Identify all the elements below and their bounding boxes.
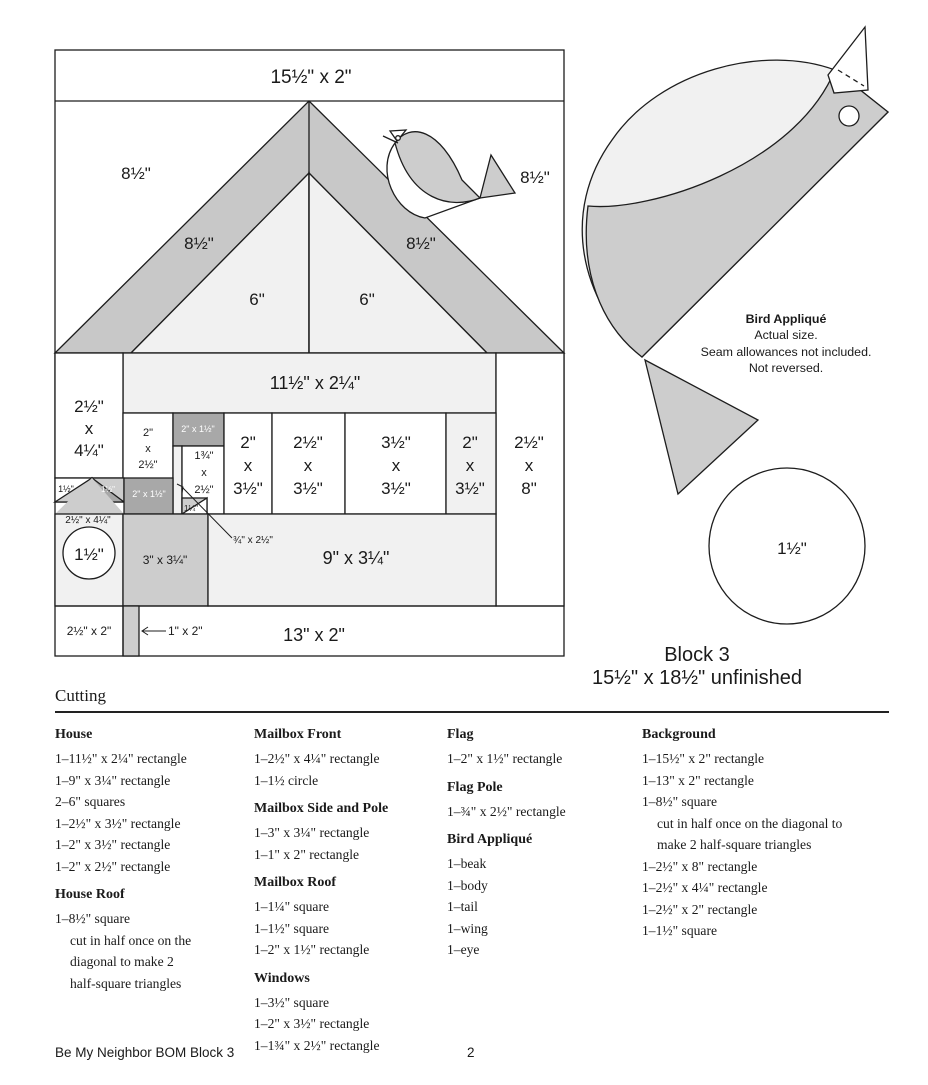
window-c-label-3: 3½" (233, 479, 263, 498)
mailbox-roof-small-label: 1¼" (184, 504, 198, 513)
window-d-label-3: 3½" (293, 479, 323, 498)
mailbox-roof-mid-label: 1½" (101, 485, 115, 494)
window-e-label-2: x (391, 456, 401, 475)
cutting-line: 2–6" squares (55, 794, 126, 809)
flag-label: 2" x 1½" (181, 424, 215, 434)
cutting-line: 1–tail (447, 899, 478, 914)
window-c-label-2: x (243, 456, 253, 475)
block-title (592, 644, 802, 690)
cutting-group-mailbox-roof (254, 875, 388, 961)
cutting-line: 1–3½" square (254, 994, 330, 1010)
roof-right-label: 8½" (406, 234, 436, 253)
window-e-label-1: 3½" (381, 433, 411, 452)
cutting-group-mailbox-side (254, 801, 388, 865)
bottom-band-label: 13" x 2" (283, 625, 345, 645)
cutting-column-4 (642, 727, 842, 952)
window-a-label-3: 2½" (138, 459, 158, 471)
cutting-line: 1–beak (447, 856, 487, 871)
cutting-line: 1–body (447, 877, 488, 893)
top-band-label: 15½" x 2" (270, 67, 352, 88)
cutting-line: 1–15½" x 2" rectangle (642, 751, 765, 766)
mailbox-pole (123, 606, 139, 656)
cutting-group-background (642, 727, 842, 942)
window-f-label-2: x (465, 456, 475, 475)
bottom-left-label: 2½" x 2" (66, 624, 112, 638)
cutting-line: 1–8½" square (55, 911, 131, 926)
cutting-instruction: cut in half once on the (70, 932, 192, 948)
window-a-label-1: 2" (142, 427, 154, 439)
cutting-line: 1–¾" x 2½" rectangle (447, 803, 566, 819)
cutting-line: 1–3" x 3¼" rectangle (254, 825, 370, 840)
pole-callout-label: 1" x 2" (168, 624, 203, 638)
window-f-label-3: 3½" (455, 479, 485, 498)
applique-note-title: Bird Appliqué (745, 312, 827, 326)
cutting-line: 1–11½" x 2¼" rectangle (55, 751, 187, 766)
cutting-group-heading: Background (642, 727, 716, 742)
cutting-line: 1–1½" square (642, 923, 718, 938)
cutting-column-1 (55, 727, 191, 1004)
block-size: 15½" x 18½" unfinished (592, 667, 802, 689)
cutting-group-mailbox-front (254, 727, 388, 791)
applique-note-line: Actual size. (754, 328, 818, 343)
cutting-line: 1–2" x 1½" rectangle (447, 751, 563, 766)
applique-note-line: Seam allowances not included. (700, 344, 872, 359)
right-strip-label-2: x (524, 456, 534, 475)
window-d-label-2: x (303, 456, 313, 475)
mailbox-roof-rect-label: 2" x 1½" (132, 489, 166, 499)
left-strip-label-2: x (84, 419, 94, 438)
cutting-line: 1–1¾" x 2½" rectangle (254, 1037, 380, 1053)
house-bottom-label: 9" x 3¼" (322, 548, 390, 568)
cutting-group-house (55, 727, 191, 877)
cutting-line: 1–wing (447, 920, 488, 936)
applique-note (672, 311, 900, 377)
cutting-line: 1–8½" square (642, 794, 718, 809)
right-strip-label-1: 2½" (514, 433, 544, 452)
cutting-instruction: diagonal to make 2 (70, 954, 174, 969)
mailbox-side-label: 3" x 3¼" (142, 553, 188, 567)
right-strip-label-3: 8" (521, 479, 537, 498)
cutting-line: 1–1½ circle (254, 772, 319, 788)
footer-title: Be My Neighbor BOM Block 3 (55, 1045, 235, 1060)
cutting-line: 1–1" x 2" rectangle (254, 846, 360, 862)
roof-left-label: 8½" (184, 234, 214, 253)
bg-triangle-left-label: 8½" (121, 164, 151, 183)
cutting-group-heading: Flag (447, 727, 474, 742)
cutting-line: 1–2½" x 8" rectangle (642, 858, 758, 874)
cutting-line: 1–eye (447, 942, 480, 957)
left-strip-label-3: 4¼" (74, 441, 104, 460)
cutting-group-bird-applique (447, 832, 566, 961)
circle-template-label: 1½" (777, 539, 807, 558)
window-c-label-1: 2" (240, 433, 256, 452)
window-b-label-1: 1¾" (194, 450, 214, 462)
cutting-group-heading: Mailbox Roof (254, 875, 337, 890)
cutting-divider (55, 711, 889, 713)
cutting-instruction: cut in half once on the diagonal to (657, 815, 843, 831)
flag-pole-label: ¾" x 2½" (233, 535, 273, 546)
bg-triangle-right-label: 8½" (520, 168, 550, 187)
cutting-group-heading: House Roof (55, 887, 125, 902)
cutting-column-3 (447, 727, 566, 971)
gable-right-label: 6" (359, 290, 375, 309)
cutting-instruction: make 2 half-square triangles (657, 837, 812, 852)
cutting-group-heading: Mailbox Front (254, 727, 342, 742)
cutting-instruction: half-square triangles (70, 975, 182, 991)
gable-left-label: 6" (249, 290, 265, 309)
page-number: 2 (467, 1045, 475, 1060)
window-a-label-2: x (145, 443, 151, 455)
cutting-group-heading: Mailbox Side and Pole (254, 801, 389, 816)
cutting-line: 1–2" x 2½" rectangle (55, 858, 171, 874)
house-top-label: 11½" x 2¼" (269, 373, 361, 393)
flag-pole (173, 446, 182, 514)
window-d-label-1: 2½" (293, 433, 323, 452)
cutting-group-house-roof (55, 887, 191, 994)
cutting-line: 1–2½" x 4¼" rectangle (254, 751, 380, 766)
window-b-label-3: 2½" (194, 484, 214, 496)
cutting-group-heading: Bird Appliqué (447, 832, 533, 847)
cutting-group-flag (447, 727, 566, 770)
window-f-label-1: 2" (462, 433, 478, 452)
mailbox-roof-left-label: 1½" (58, 484, 74, 494)
bird-tail-template (645, 360, 758, 494)
cutting-group-flag-pole (447, 780, 566, 823)
cutting-heading: Cutting (55, 686, 107, 705)
cutting-line: 1–2½" x 4¼" rectangle (642, 880, 768, 895)
left-strip-label-1: 2½" (74, 397, 104, 416)
window-b-label-2: x (201, 467, 207, 479)
cutting-line: 1–2½" x 2" rectangle (642, 901, 758, 917)
cutting-line: 1–9" x 3¼" rectangle (55, 772, 171, 788)
applique-note-line: Not reversed. (748, 361, 824, 376)
cutting-line: 1–13" x 2" rectangle (642, 772, 754, 788)
cutting-line: 1–2" x 3½" rectangle (55, 837, 171, 852)
mailbox-front-label: 2½" x 4¼" (65, 515, 111, 526)
mailbox-circle-label: 1½" (74, 545, 104, 564)
cutting-line: 1–2½" x 3½" rectangle (55, 815, 181, 831)
cutting-group-heading: Windows (254, 970, 310, 986)
cutting-group-windows (254, 971, 388, 1057)
cutting-group-heading: Flag Pole (447, 779, 503, 795)
cutting-line: 1–2" x 3½" rectangle (254, 1016, 370, 1031)
window-e-label-3: 3½" (381, 479, 411, 498)
cutting-group-heading: House (55, 727, 93, 742)
block-name: Block 3 (664, 644, 730, 666)
cutting-column-2 (254, 727, 388, 1066)
cutting-line: 1–1½" square (254, 920, 330, 936)
cutting-line: 1–2" x 1½" rectangle (254, 942, 370, 957)
bird-applique-template (582, 27, 888, 494)
cutting-line: 1–1¼" square (254, 899, 330, 914)
